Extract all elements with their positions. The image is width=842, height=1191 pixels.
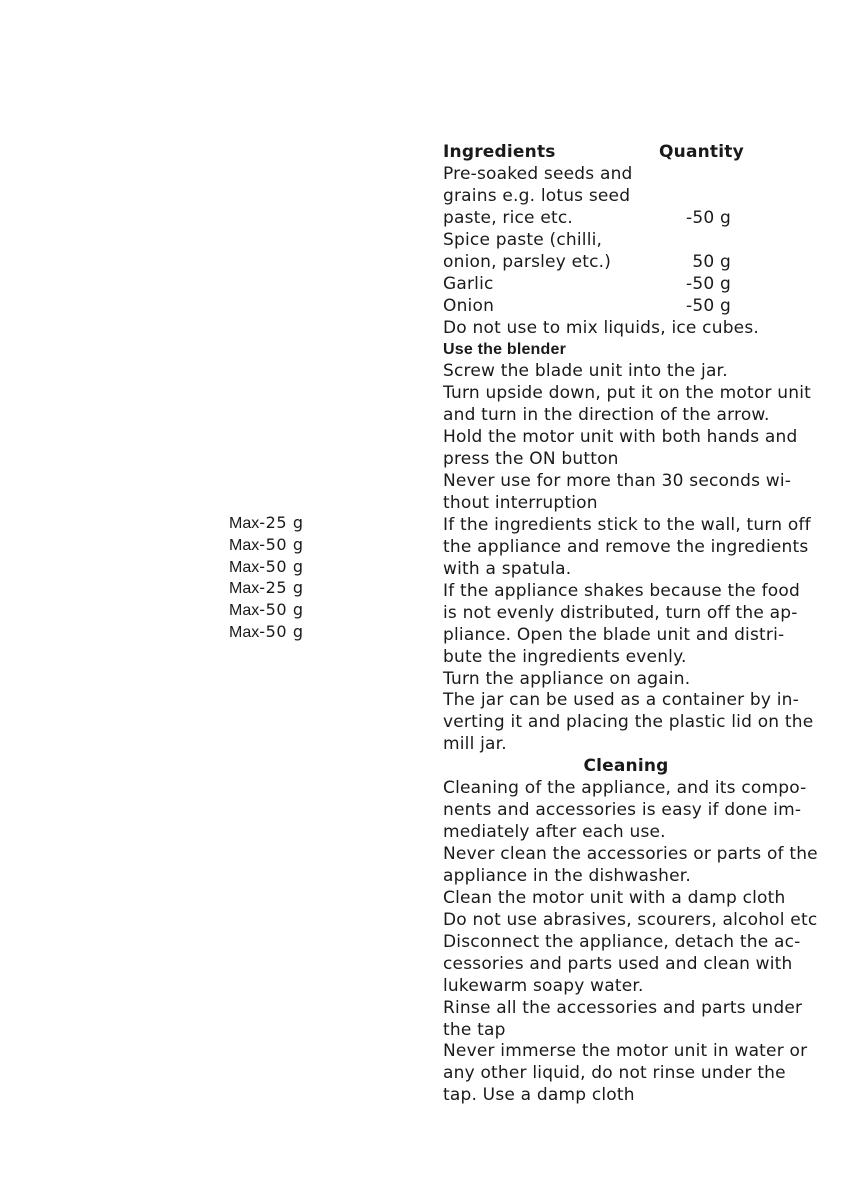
max-row: [229, 621, 349, 643]
cleaning-line: Do not use abrasives, scourers, alcohol etc: [443, 909, 818, 930]
ingredient-text: paste, rice etc.: [443, 207, 573, 228]
ingredient-text: onion, parsley etc.): [443, 251, 612, 272]
max-label: Max: [229, 558, 260, 576]
ingredients-table-header: [443, 142, 809, 164]
use-blender-line: bute the ingredients evenly.: [443, 646, 687, 667]
max-label: Max: [229, 602, 260, 620]
use-blender-heading: Use the blender: [443, 341, 567, 359]
use-blender-line: Turn upside down, put it on the motor unit: [443, 383, 811, 404]
cleaning-line: nents and accessories is easy if done im-: [443, 800, 802, 821]
ingredient-row: [443, 164, 809, 186]
max-value: -50 g: [259, 556, 304, 576]
use-blender-line: If the appliance shakes because the food: [443, 580, 800, 601]
ingredient-text: Onion: [443, 295, 495, 316]
max-row: [229, 512, 349, 534]
cleaning-line: any other liquid, do not rinse under the: [443, 1063, 786, 1084]
ingredient-text: Pre-soaked seeds and: [443, 163, 633, 184]
use-blender-line: and turn in the direction of the arrow.: [443, 405, 770, 426]
use-blender-line: thout interruption: [443, 493, 598, 513]
use-blender-line: Turn the appliance on again.: [443, 668, 691, 689]
ingredient-row: [443, 186, 809, 208]
use-blender-line: Never use for more than 30 seconds wi-: [443, 471, 792, 492]
use-blender-line: pliance. Open the blade unit and distri-: [443, 624, 785, 645]
ingredient-row: [443, 230, 809, 252]
max-label: Max: [229, 536, 260, 554]
cleaning-line: lukewarm soapy water.: [443, 975, 644, 996]
max-value: -50 g: [259, 534, 304, 554]
use-blender-line: Screw the blade unit into the jar.: [443, 361, 728, 382]
cleaning-line: Rinse all the accessories and parts under: [443, 997, 803, 1018]
cleaning-line: appliance in the dishwasher.: [443, 865, 692, 886]
max-quantity-list: [229, 512, 349, 643]
ingredient-text: Spice paste (chilli,: [443, 229, 603, 250]
ingredients-note: Do not use to mix liquids, ice cubes.: [443, 317, 760, 338]
ingredients-header: Ingredients: [443, 142, 556, 162]
use-blender-line: with a spatula.: [443, 558, 572, 579]
cleaning-line: Cleaning of the appliance, and its compo-: [443, 778, 807, 799]
use-blender-line: press the ON button: [443, 449, 619, 470]
use-blender-line: verting it and placing the plastic lid on the: [443, 712, 814, 733]
use-blender-line: the appliance and remove the ingredients: [443, 536, 809, 557]
use-blender-line: If the ingredients stick to the wall, turn off: [443, 514, 811, 535]
ingredient-row: [443, 274, 809, 296]
max-value: -50 g: [259, 600, 304, 620]
ingredient-row: [443, 296, 809, 318]
max-value: -50 g: [259, 621, 304, 641]
ingredient-text: Garlic: [443, 273, 494, 294]
ingredient-qty: -50 g: [686, 273, 731, 294]
ingredient-row: [443, 208, 809, 230]
cleaning-line: cessories and parts used and clean with: [443, 953, 793, 974]
max-row: [229, 534, 349, 556]
ingredient-row: [443, 252, 809, 274]
ingredient-qty: 50 g: [692, 251, 731, 272]
cleaning-line: Clean the motor unit with a damp cloth: [443, 887, 786, 908]
max-value: -25 g: [259, 513, 304, 532]
cleaning-line: Disconnect the appliance, detach the ac-: [443, 931, 801, 952]
max-row: [229, 556, 349, 578]
cleaning-line: Never clean the accessories or parts of the: [443, 844, 818, 864]
cleaning-line: tap. Use a damp cloth: [443, 1085, 635, 1106]
use-blender-line: Hold the motor unit with both hands and: [443, 427, 798, 448]
cleaning-heading: Cleaning: [583, 756, 669, 777]
quantity-header: Quantity: [659, 142, 744, 162]
ingredient-qty: -50 g: [686, 207, 731, 228]
main-text-column: [443, 142, 818, 1107]
max-label: Max: [229, 515, 260, 532]
max-row: [229, 599, 349, 621]
cleaning-line: Never immerse the motor unit in water or: [443, 1041, 808, 1062]
max-row: [229, 577, 349, 599]
cleaning-line: mediately after each use.: [443, 822, 666, 843]
ingredient-qty: -50 g: [686, 295, 731, 316]
use-blender-line: The jar can be used as a container by in-: [443, 690, 799, 711]
max-label: Max: [229, 580, 260, 598]
use-blender-line: mill jar.: [443, 734, 507, 755]
use-blender-line: is not evenly distributed, turn off the ap-: [443, 602, 798, 623]
max-label: Max: [229, 623, 260, 641]
cleaning-line: the tap: [443, 1019, 506, 1040]
ingredient-text: grains e.g. lotus seed: [443, 185, 631, 206]
max-value: -25 g: [259, 578, 304, 598]
